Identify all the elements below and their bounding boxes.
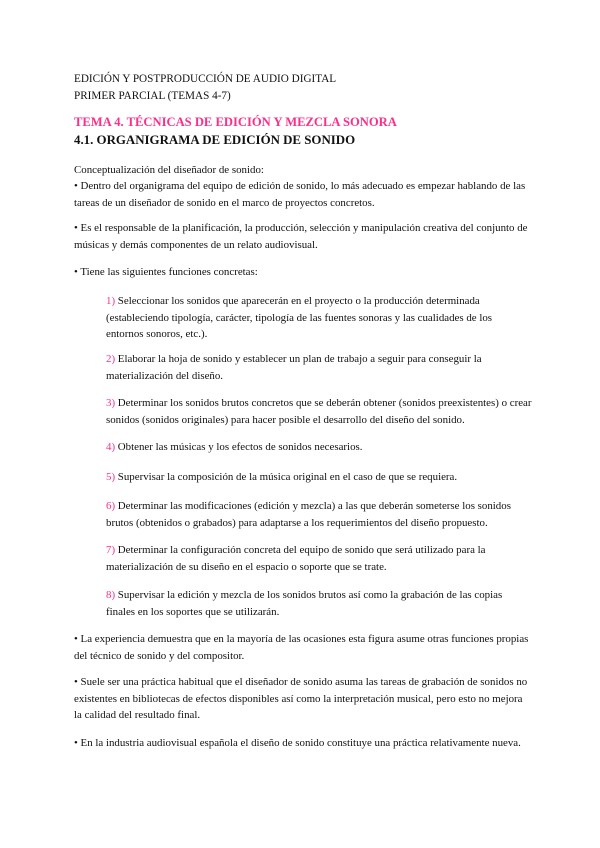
bullet-paragraph: • Tiene las siguientes funciones concretas: [74,266,258,278]
function-text: Determinar las modificaciones (edición y mezcla) a las que deberán someterse los sonidos brutos (obtenidos o grabados) para adaptarse a los requerimientos del diseño propuesto. [106,500,511,529]
function-item [106,542,532,575]
function-item [106,469,532,486]
function-text: Elaborar la hoja de sonido y establecer un plan de trabajo a seguir para conseguir la materialización del diseño. [106,353,482,382]
function-number: 7) [106,544,116,556]
function-text: Obtener las músicas y los efectos de sonidos necesarios. [115,441,363,453]
function-number: 2) [106,353,116,365]
function-item [106,498,532,531]
document-header [74,71,544,105]
function-text: Determinar los sonidos brutos concretos que se deberán obtener (sonidos preexistentes) o crear sonidos (sonidos originales) para hacer posible el desarrollo del diseño del sonido. [106,397,532,426]
section-title: 4.1. ORGANIGRAMA DE EDICIÓN DE SONIDO [74,133,356,147]
closing-paragraph: • Suele ser una práctica habitual que el diseñador de sonido asuma las tareas de grabación de sonidos no existentes en bibliotecas de efectos disponibles así como la interpretación musical, pero esto no mejora la calidad del resultado final. [74,676,528,721]
function-number: 6) [106,500,116,512]
function-number: 4) [106,441,116,453]
function-number: 3) [106,397,116,409]
function-text: Seleccionar los sonidos que aparecerán en el proyecto o la producción determinada (estableciendo tipología, carácter, tipología de las fuentes sonoras y las cualidades de los entornos sonoros, etc.). [106,295,493,340]
exam-subtitle: PRIMER PARCIAL (TEMAS 4-7) [74,90,231,102]
function-item [106,293,532,343]
tema-title: TEMA 4. TÉCNICAS DE EDICIÓN Y MEZCLA SONORA [74,115,397,129]
function-text: Supervisar la composición de la música original en el caso de que se requiera. [115,471,458,483]
function-item [106,395,532,428]
concept-heading: Conceptualización del diseñador de sonido: [74,164,264,176]
function-text: Supervisar la edición y mezcla de los sonidos brutos así como la grabación de las copias finales en los soportes que se utilizarán. [106,589,503,618]
function-text: Determinar la configuración concreta del equipo de sonido que será utilizado para la materialización de su diseño en el espacio o soporte que se trate. [106,544,486,573]
function-item [106,351,532,384]
function-number: 1) [106,295,116,307]
closing-paragraph: • En la industria audiovisual española el diseño de sonido constituye una práctica relativamente nueva. [74,737,521,749]
function-item [106,439,532,456]
function-item [106,587,532,620]
bullet-paragraph: • Dentro del organigrama del equipo de edición de sonido, lo más adecuado es empezar hablando de las tareas de un diseñador de sonido en el marco de proyectos concretos. [74,180,526,209]
closing-paragraph: • La experiencia demuestra que en la mayoría de las ocasiones esta figura asume otras funciones propias del técnico de sonido y del compositor. [74,633,529,662]
function-number: 8) [106,589,116,601]
bullet-paragraph: • Es el responsable de la planificación, la producción, selección y manipulación creativa del conjunto de músicas y demás componentes de un relato audiovisual. [74,222,528,251]
function-number: 5) [106,471,116,483]
course-title: EDICIÓN Y POSTPRODUCCIÓN DE AUDIO DIGITAL [74,73,337,85]
